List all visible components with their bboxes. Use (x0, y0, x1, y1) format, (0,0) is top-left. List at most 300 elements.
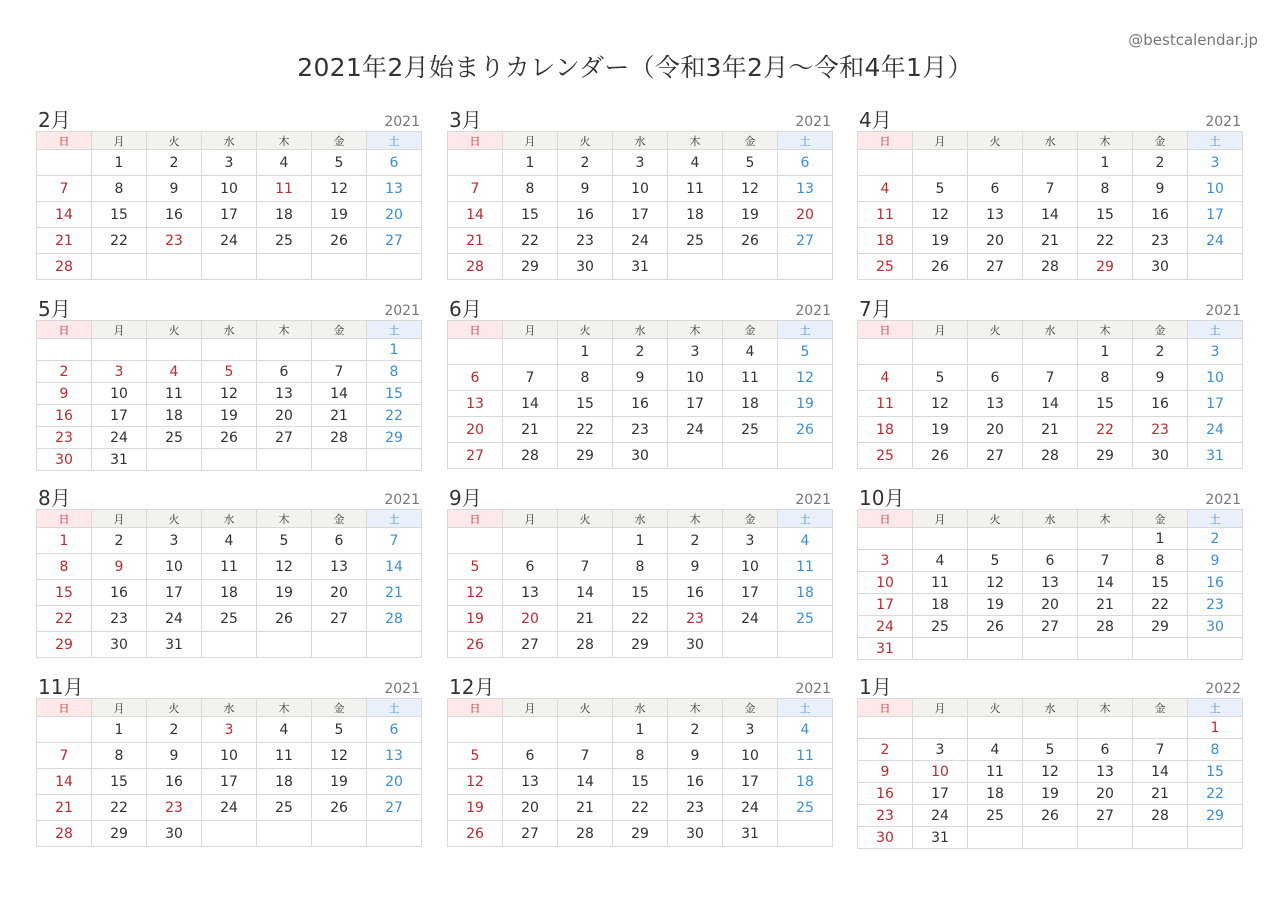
day-cell: 17 (202, 202, 257, 228)
month-table (36, 320, 422, 471)
week-row (858, 717, 1243, 739)
day-cell: 27 (1078, 805, 1133, 827)
day-cell: 23 (558, 228, 613, 254)
day-cell: 26 (913, 254, 968, 280)
day-cell: 30 (668, 632, 723, 658)
day-cell: 13 (1078, 761, 1133, 783)
day-cell: 1 (367, 339, 422, 361)
month-header (447, 674, 833, 698)
month-name: 11月 (38, 675, 84, 699)
day-cell: 15 (1078, 202, 1133, 228)
weekday-header: 水 (202, 510, 257, 528)
empty-cell (1023, 339, 1078, 365)
day-cell: 3 (202, 717, 257, 743)
week-row (37, 254, 422, 280)
day-cell: 18 (723, 391, 778, 417)
week-row (858, 254, 1243, 280)
empty-cell (147, 339, 202, 361)
day-cell: 17 (1188, 391, 1243, 417)
day-cell: 28 (558, 632, 613, 658)
weekday-header: 土 (367, 132, 422, 150)
day-cell: 16 (147, 202, 202, 228)
weekday-header: 金 (723, 321, 778, 339)
weekday-header: 木 (257, 132, 312, 150)
day-cell: 1 (92, 717, 147, 743)
weekday-header: 日 (37, 321, 92, 339)
empty-cell (1133, 717, 1188, 739)
weekday-header: 月 (913, 132, 968, 150)
day-cell: 29 (613, 632, 668, 658)
day-cell: 8 (503, 176, 558, 202)
day-cell: 11 (257, 743, 312, 769)
day-cell: 4 (723, 339, 778, 365)
weekday-header: 月 (913, 321, 968, 339)
day-cell: 18 (858, 228, 913, 254)
empty-cell (913, 150, 968, 176)
weekday-header: 金 (312, 321, 367, 339)
weekday-header: 日 (37, 699, 92, 717)
month-table (857, 509, 1243, 660)
weekday-header: 金 (723, 132, 778, 150)
day-cell: 1 (1133, 528, 1188, 550)
month-table (447, 320, 833, 469)
empty-cell (147, 254, 202, 280)
week-row (37, 361, 422, 383)
month-calendar (36, 674, 422, 847)
day-cell: 25 (668, 228, 723, 254)
week-row (858, 228, 1243, 254)
month-header (36, 485, 422, 509)
day-cell: 26 (312, 228, 367, 254)
day-cell: 5 (913, 176, 968, 202)
empty-cell (257, 339, 312, 361)
day-cell: 18 (778, 769, 833, 795)
empty-cell (858, 528, 913, 550)
day-cell: 29 (503, 254, 558, 280)
weekday-header: 月 (913, 699, 968, 717)
day-cell: 14 (312, 383, 367, 405)
week-row (448, 150, 833, 176)
week-row (858, 783, 1243, 805)
day-cell: 29 (367, 427, 422, 449)
week-row (448, 821, 833, 847)
week-row (858, 550, 1243, 572)
day-cell: 11 (858, 202, 913, 228)
day-cell: 9 (1188, 550, 1243, 572)
day-cell: 25 (858, 254, 913, 280)
day-cell: 13 (448, 391, 503, 417)
empty-cell (968, 150, 1023, 176)
day-cell: 11 (147, 383, 202, 405)
month-name: 12月 (449, 675, 495, 699)
day-cell: 6 (312, 528, 367, 554)
empty-cell (1078, 528, 1133, 550)
weekday-header: 土 (1188, 321, 1243, 339)
weekday-header: 月 (92, 699, 147, 717)
weekday-header: 木 (257, 699, 312, 717)
day-cell: 10 (668, 365, 723, 391)
day-cell: 7 (37, 176, 92, 202)
day-cell: 27 (968, 443, 1023, 469)
day-cell: 3 (1188, 150, 1243, 176)
day-cell: 25 (723, 417, 778, 443)
weekday-header: 木 (1078, 510, 1133, 528)
weekday-header: 火 (968, 699, 1023, 717)
day-cell: 7 (1078, 550, 1133, 572)
week-row (858, 176, 1243, 202)
day-cell: 10 (1188, 365, 1243, 391)
day-cell: 20 (503, 795, 558, 821)
empty-cell (257, 821, 312, 847)
empty-cell (913, 638, 968, 660)
week-row (448, 443, 833, 469)
weekday-header: 木 (668, 321, 723, 339)
day-cell: 30 (858, 827, 913, 849)
day-cell: 3 (723, 717, 778, 743)
weekday-header: 水 (613, 699, 668, 717)
day-cell: 28 (1023, 254, 1078, 280)
day-cell: 5 (778, 339, 833, 365)
day-cell: 19 (257, 580, 312, 606)
weekday-header-row (858, 132, 1243, 150)
day-cell: 5 (448, 554, 503, 580)
weekday-header: 日 (37, 132, 92, 150)
day-cell: 12 (913, 202, 968, 228)
weekday-header: 金 (1133, 132, 1188, 150)
day-cell: 9 (147, 743, 202, 769)
week-row (448, 769, 833, 795)
month-year: 2021 (1205, 114, 1241, 130)
day-cell: 24 (202, 228, 257, 254)
month-calendar (857, 107, 1243, 280)
week-row (448, 202, 833, 228)
day-cell: 20 (312, 580, 367, 606)
day-cell: 25 (778, 606, 833, 632)
day-cell: 16 (668, 580, 723, 606)
day-cell: 11 (778, 554, 833, 580)
day-cell: 30 (1133, 443, 1188, 469)
day-cell: 9 (613, 365, 668, 391)
week-row (448, 228, 833, 254)
weekday-header: 金 (312, 132, 367, 150)
month-year: 2021 (795, 681, 831, 697)
day-cell: 12 (312, 743, 367, 769)
day-cell: 26 (1023, 805, 1078, 827)
day-cell: 19 (723, 202, 778, 228)
month-name: 9月 (449, 486, 482, 510)
day-cell: 17 (202, 769, 257, 795)
day-cell: 3 (858, 550, 913, 572)
day-cell: 22 (558, 417, 613, 443)
day-cell: 6 (968, 176, 1023, 202)
weekday-header: 火 (968, 132, 1023, 150)
day-cell: 21 (37, 228, 92, 254)
day-cell: 19 (913, 228, 968, 254)
weekday-header-row (858, 510, 1243, 528)
day-cell: 21 (37, 795, 92, 821)
day-cell: 5 (968, 550, 1023, 572)
weekday-header: 水 (613, 510, 668, 528)
day-cell: 14 (37, 202, 92, 228)
month-table (857, 131, 1243, 280)
day-cell: 20 (1023, 594, 1078, 616)
day-cell: 20 (968, 417, 1023, 443)
month-header (36, 674, 422, 698)
day-cell: 27 (312, 606, 367, 632)
day-cell: 28 (37, 821, 92, 847)
month-calendar (447, 485, 833, 658)
month-year: 2021 (384, 492, 420, 508)
day-cell: 9 (858, 761, 913, 783)
weekday-header: 水 (613, 321, 668, 339)
empty-cell (202, 339, 257, 361)
weekday-header: 日 (858, 510, 913, 528)
weekday-header: 水 (1023, 132, 1078, 150)
weekday-header: 金 (1133, 699, 1188, 717)
day-cell: 16 (1188, 572, 1243, 594)
empty-cell (858, 339, 913, 365)
weekday-header: 金 (312, 510, 367, 528)
empty-cell (1133, 638, 1188, 660)
day-cell: 16 (92, 580, 147, 606)
empty-cell (858, 150, 913, 176)
day-cell: 11 (968, 761, 1023, 783)
day-cell: 12 (913, 391, 968, 417)
day-cell: 3 (668, 339, 723, 365)
day-cell: 11 (202, 554, 257, 580)
empty-cell (968, 827, 1023, 849)
month-calendar (36, 485, 422, 658)
empty-cell (778, 632, 833, 658)
day-cell: 16 (1133, 391, 1188, 417)
day-cell: 18 (147, 405, 202, 427)
empty-cell (448, 717, 503, 743)
day-cell: 22 (92, 795, 147, 821)
week-row (858, 202, 1243, 228)
week-row (448, 580, 833, 606)
day-cell: 17 (723, 580, 778, 606)
weekday-header: 土 (778, 132, 833, 150)
day-cell: 20 (968, 228, 1023, 254)
month-year: 2022 (1205, 681, 1241, 697)
day-cell: 17 (92, 405, 147, 427)
day-cell: 12 (1023, 761, 1078, 783)
day-cell: 4 (147, 361, 202, 383)
weekday-header: 木 (668, 132, 723, 150)
day-cell: 20 (367, 769, 422, 795)
week-row (858, 391, 1243, 417)
day-cell: 1 (1078, 339, 1133, 365)
day-cell: 20 (257, 405, 312, 427)
weekday-header: 日 (37, 510, 92, 528)
week-row (448, 606, 833, 632)
site-credit: @bestcalendar.jp (1128, 31, 1258, 49)
empty-cell (1078, 638, 1133, 660)
day-cell: 18 (202, 580, 257, 606)
day-cell: 22 (503, 228, 558, 254)
day-cell: 10 (723, 554, 778, 580)
day-cell: 29 (92, 821, 147, 847)
day-cell: 7 (37, 743, 92, 769)
week-row (37, 405, 422, 427)
day-cell: 22 (37, 606, 92, 632)
day-cell: 15 (37, 580, 92, 606)
day-cell: 27 (448, 443, 503, 469)
day-cell: 4 (913, 550, 968, 572)
day-cell: 6 (448, 365, 503, 391)
weekday-header: 火 (968, 321, 1023, 339)
weekday-header: 月 (913, 510, 968, 528)
month-name: 3月 (449, 108, 482, 132)
day-cell: 29 (613, 821, 668, 847)
day-cell: 4 (968, 739, 1023, 761)
day-cell: 7 (448, 176, 503, 202)
day-cell: 7 (1023, 176, 1078, 202)
day-cell: 25 (913, 616, 968, 638)
day-cell: 13 (312, 554, 367, 580)
day-cell: 1 (1188, 717, 1243, 739)
day-cell: 15 (613, 769, 668, 795)
day-cell: 21 (1078, 594, 1133, 616)
month-calendar (857, 674, 1243, 849)
empty-cell (448, 528, 503, 554)
day-cell: 20 (778, 202, 833, 228)
day-cell: 8 (558, 365, 613, 391)
day-cell: 25 (147, 427, 202, 449)
day-cell: 17 (613, 202, 668, 228)
weekday-header: 水 (613, 132, 668, 150)
month-calendar (36, 296, 422, 471)
week-row (858, 572, 1243, 594)
day-cell: 21 (312, 405, 367, 427)
weekday-header: 金 (723, 699, 778, 717)
day-cell: 11 (778, 743, 833, 769)
day-cell: 10 (858, 572, 913, 594)
empty-cell (1188, 254, 1243, 280)
week-row (448, 254, 833, 280)
empty-cell (503, 717, 558, 743)
day-cell: 14 (503, 391, 558, 417)
day-cell: 26 (968, 616, 1023, 638)
day-cell: 27 (367, 228, 422, 254)
month-header (447, 107, 833, 131)
day-cell: 19 (448, 795, 503, 821)
day-cell: 21 (558, 606, 613, 632)
day-cell: 28 (37, 254, 92, 280)
day-cell: 31 (613, 254, 668, 280)
weekday-header: 木 (257, 510, 312, 528)
day-cell: 27 (968, 254, 1023, 280)
month-table (36, 509, 422, 658)
month-header (36, 107, 422, 131)
day-cell: 20 (448, 417, 503, 443)
weekday-header: 月 (92, 321, 147, 339)
empty-cell (723, 443, 778, 469)
empty-cell (968, 717, 1023, 739)
empty-cell (778, 821, 833, 847)
weekday-header: 金 (1133, 510, 1188, 528)
day-cell: 24 (1188, 228, 1243, 254)
weekday-header: 金 (312, 699, 367, 717)
day-cell: 27 (257, 427, 312, 449)
week-row (37, 427, 422, 449)
week-row (37, 795, 422, 821)
empty-cell (312, 632, 367, 658)
day-cell: 10 (147, 554, 202, 580)
month-table (857, 320, 1243, 469)
month-calendar (36, 107, 422, 280)
day-cell: 17 (723, 769, 778, 795)
day-cell: 11 (858, 391, 913, 417)
day-cell: 6 (257, 361, 312, 383)
day-cell: 20 (367, 202, 422, 228)
day-cell: 25 (968, 805, 1023, 827)
empty-cell (858, 717, 913, 739)
day-cell: 18 (668, 202, 723, 228)
day-cell: 28 (448, 254, 503, 280)
empty-cell (668, 254, 723, 280)
day-cell: 8 (367, 361, 422, 383)
day-cell: 9 (558, 176, 613, 202)
day-cell: 9 (37, 383, 92, 405)
day-cell: 1 (92, 150, 147, 176)
day-cell: 23 (147, 228, 202, 254)
empty-cell (1023, 150, 1078, 176)
weekday-header: 日 (448, 321, 503, 339)
day-cell: 5 (913, 365, 968, 391)
day-cell: 27 (367, 795, 422, 821)
empty-cell (558, 717, 613, 743)
day-cell: 8 (613, 554, 668, 580)
day-cell: 15 (613, 580, 668, 606)
empty-cell (37, 150, 92, 176)
weekday-header: 日 (858, 132, 913, 150)
day-cell: 30 (1188, 616, 1243, 638)
day-cell: 4 (257, 717, 312, 743)
day-cell: 26 (257, 606, 312, 632)
day-cell: 18 (968, 783, 1023, 805)
day-cell: 13 (503, 580, 558, 606)
empty-cell (147, 449, 202, 471)
day-cell: 27 (503, 632, 558, 658)
day-cell: 1 (613, 717, 668, 743)
empty-cell (202, 632, 257, 658)
day-cell: 19 (448, 606, 503, 632)
week-row (37, 717, 422, 743)
empty-cell (913, 717, 968, 739)
empty-cell (312, 821, 367, 847)
day-cell: 14 (1023, 202, 1078, 228)
day-cell: 12 (778, 365, 833, 391)
week-row (37, 554, 422, 580)
day-cell: 2 (92, 528, 147, 554)
day-cell: 15 (1133, 572, 1188, 594)
week-row (37, 632, 422, 658)
empty-cell (913, 528, 968, 550)
day-cell: 15 (367, 383, 422, 405)
weekday-header-row (448, 699, 833, 717)
day-cell: 18 (913, 594, 968, 616)
day-cell: 27 (778, 228, 833, 254)
empty-cell (1023, 717, 1078, 739)
day-cell: 23 (668, 795, 723, 821)
day-cell: 11 (668, 176, 723, 202)
empty-cell (92, 254, 147, 280)
day-cell: 27 (1023, 616, 1078, 638)
day-cell: 3 (147, 528, 202, 554)
day-cell: 2 (1188, 528, 1243, 550)
day-cell: 31 (723, 821, 778, 847)
